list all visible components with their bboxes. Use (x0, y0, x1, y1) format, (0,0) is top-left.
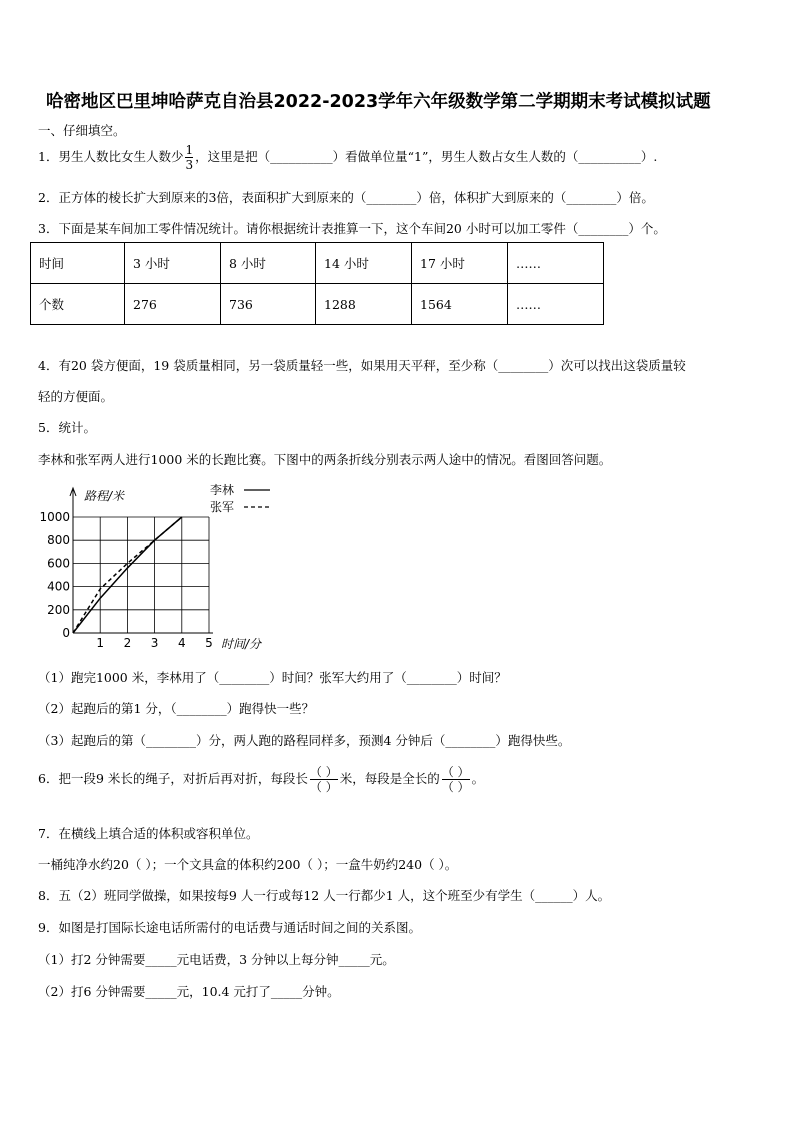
question-5: 5．统计。 (38, 420, 96, 435)
fraction-blank (442, 766, 470, 793)
table-cell: 736 (221, 284, 316, 325)
y-tick-label: 1000 (39, 510, 70, 524)
fraction-denominator: （ ） (309, 780, 338, 794)
origin-label: 0 (62, 626, 70, 640)
q6-middle: 米，每段是全长的 (339, 771, 440, 786)
y-tick-label: 200 (47, 602, 70, 617)
x-tick-label: 3 (150, 636, 159, 650)
y-axis-label: 路程/米 (84, 489, 125, 503)
question-9-2: （2）打6 分钟需要_____元，10.4 元打了_____分钟。 (38, 984, 340, 999)
x-tick-label: 2 (123, 636, 132, 650)
table-cell: 8 小时 (221, 243, 316, 284)
fraction-one-third (185, 144, 193, 171)
q6-suffix: 。 (471, 771, 485, 786)
table-cell: 3 小时 (125, 243, 221, 284)
question-1 (38, 144, 657, 171)
fraction-numerator: （ ） (441, 765, 470, 779)
y-tick-label: 800 (47, 533, 70, 548)
question-5-1: （1）跑完1000 米，李林用了（________）时间？张军大约用了（________）时间？ (38, 670, 507, 685)
fraction-numerator: 1 (185, 143, 194, 157)
question-4-line1: 4．有20 袋方便面，19 袋质量相同，另一袋质量轻一些，如果用天平秤，至少称（________）次可以找出这袋质量较 (38, 358, 686, 373)
x-axis-label: 时间/分 (221, 637, 262, 651)
y-tick-label: 400 (47, 579, 70, 594)
question-9-1: （1）打2 分钟需要_____元电话费，3 分钟以上每分钟_____元。 (38, 952, 395, 967)
x-tick-label: 5 (205, 636, 213, 650)
race-line-chart (30, 478, 290, 656)
question-7: 7．在横线上填合适的体积或容积单位。 (38, 826, 259, 841)
question-6 (38, 766, 484, 793)
section-heading: 一、仔细填空。 (38, 123, 126, 138)
page-title: 哈密地区巴里坤哈萨克自治县2022-2023学年六年级数学第二学期期末考试模拟试题 (46, 92, 711, 112)
x-tick-label: 4 (177, 636, 186, 650)
fraction-denominator: 3 (185, 158, 194, 172)
table-cell: 17 小时 (412, 243, 508, 284)
question-3: 3．下面是某车间加工零件情况统计。请你根据统计表推算一下，这个车间20 小时可以加工零件（________）个。 (38, 221, 666, 236)
table-cell: …… (508, 284, 604, 325)
table-cell: 276 (125, 284, 221, 325)
x-tick-label: 1 (96, 636, 105, 650)
question-5-description: 李林和张军两人进行1000 米的长跑比赛。下图中的两条折线分别表示两人途中的情况。看图回答问题。 (38, 452, 612, 467)
question-5-2: （2）起跑后的第1 分，（________）跑得快一些？ (38, 701, 315, 716)
question-8: 8．五（2）班同学做操，如果按每9 人一行或每12 人一行都少1 人，这个班至少有学生（______）人。 (38, 888, 611, 903)
q1-prefix: 1．男生人数比女生人数少 (38, 149, 184, 164)
table-row (31, 243, 604, 284)
table-row (31, 284, 604, 325)
table-cell: 时间 (31, 243, 125, 284)
table-cell: 1564 (412, 284, 508, 325)
table-cell: …… (508, 243, 604, 284)
statistics-table (30, 242, 604, 325)
table-cell: 14 小时 (316, 243, 412, 284)
fraction-numerator: （ ） (309, 765, 338, 779)
question-5-3: （3）起跑后的第（________）分，两人跑的路程同样多，预测4 分钟后（________）跑得快些。 (38, 733, 571, 748)
legend-label: 张军 (210, 500, 235, 514)
table-cell: 个数 (31, 284, 125, 325)
fraction-denominator: （ ） (441, 780, 470, 794)
question-7-line: 一桶纯净水约20（ ）；一个文具盒的体积约200（ ）；一盒牛奶约240（ ）。 (38, 857, 458, 872)
question-9: 9．如图是打国际长途电话所需付的电话费与通话时间之间的关系图。 (38, 920, 421, 935)
legend-label: 李林 (210, 483, 235, 497)
y-tick-label: 600 (47, 556, 70, 571)
table-cell: 1288 (316, 284, 412, 325)
question-2: 2．正方体的棱长扩大到原来的3倍，表面积扩大到原来的（________）倍，体积扩大到原来的（________）倍。 (38, 190, 654, 205)
q6-prefix: 6．把一段9 米长的绳子，对折后再对折，每段长 (38, 771, 308, 786)
q1-suffix: ，这里是把（__________）看做单位量“1”，男生人数占女生人数的（__________）. (195, 149, 658, 164)
fraction-blank (310, 766, 338, 793)
question-4-line2: 轻的方便面。 (38, 389, 114, 404)
